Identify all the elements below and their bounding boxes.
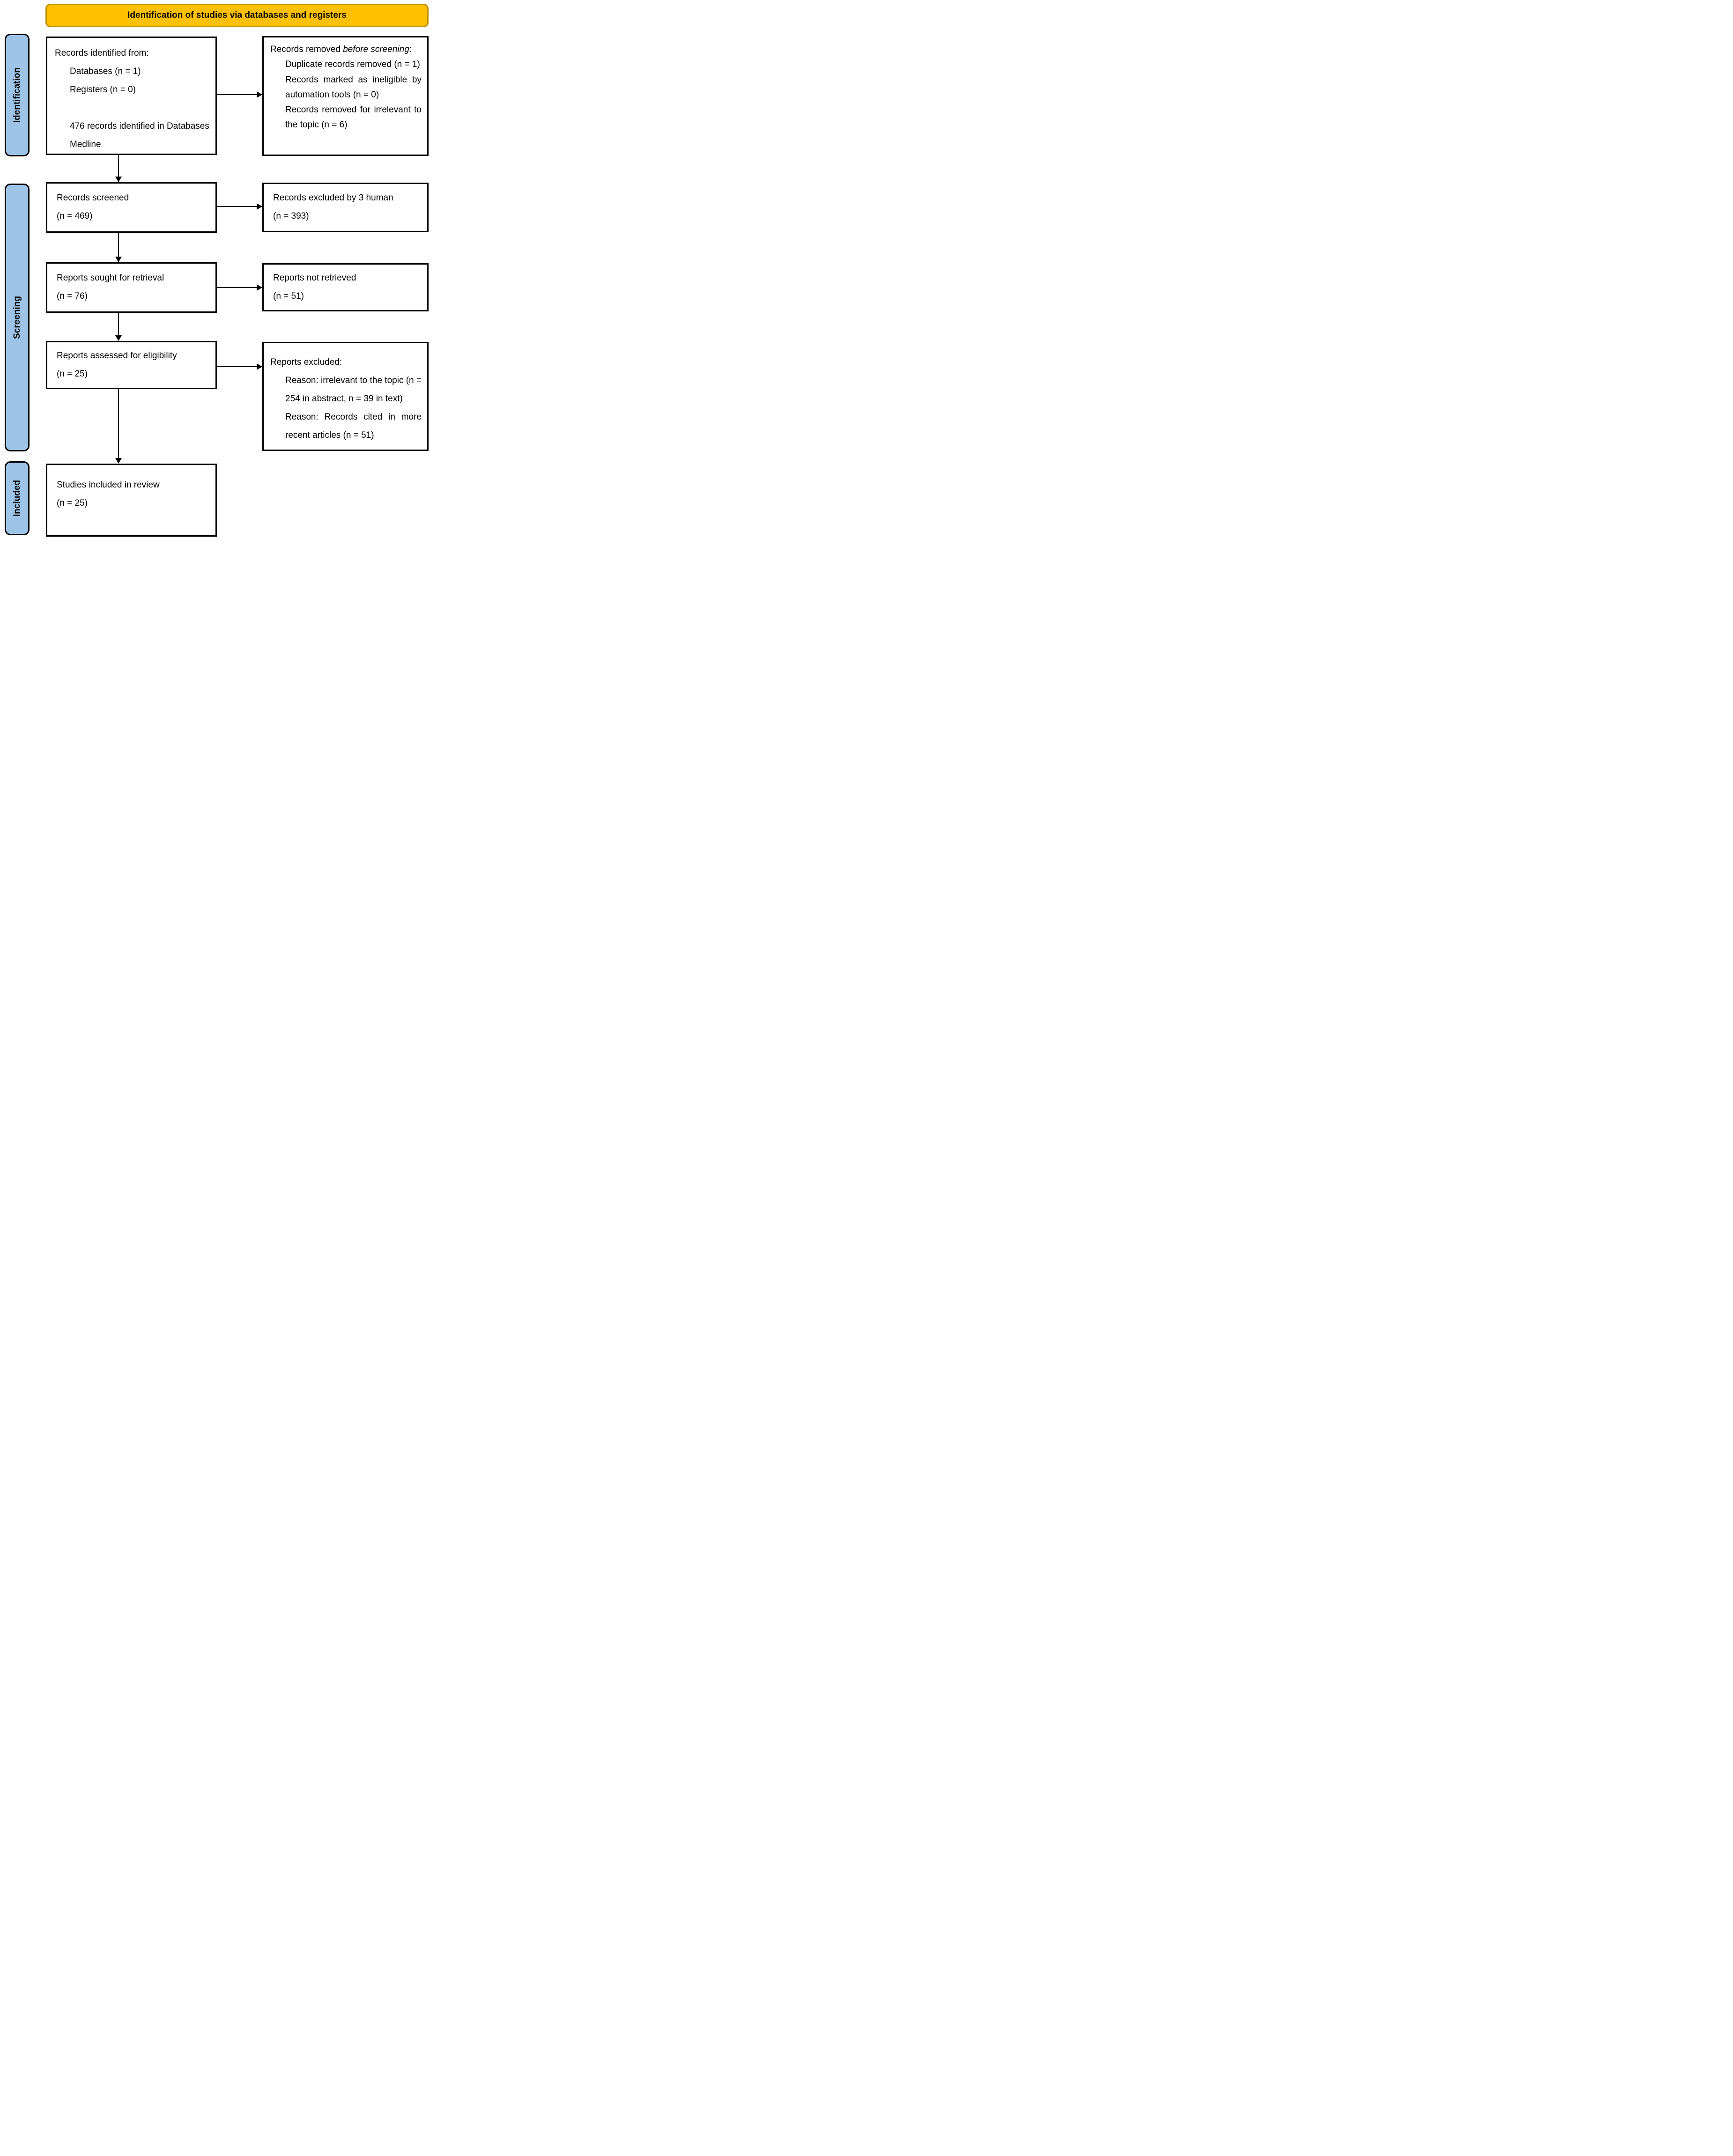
arrow-shaft [118,313,119,335]
prisma-flow-diagram [0,0,433,539]
arrow-shaft [118,389,119,458]
box-records-excluded [262,183,429,232]
arrowhead-right-icon [257,203,262,210]
box-reports-sought [46,262,217,313]
box-reports-excluded [262,342,429,451]
records-identified-databases: Databases (n = 1) [70,66,141,76]
arrow-shaft [217,94,257,95]
arrowhead-down-icon [115,335,122,341]
arrowhead-down-icon [115,257,122,262]
header-banner [45,4,429,27]
box-reports-assessed [46,341,217,389]
arrow-shaft [118,233,119,257]
studies-included-count: (n = 25) [57,498,88,508]
records-removed-duplicates: Duplicate records removed (n = 1) [285,59,420,70]
arrow-shaft [118,155,119,177]
records-removed-irrelevant: Records removed for irrelevant to the topic (n = 6) [285,105,422,130]
records-screened-count: (n = 469) [57,211,93,221]
arrow-identified-to-screened [115,155,122,182]
reports-excluded-reason-irrelevant: Reason: irrelevant to the topic (n = 254 in abstract, n = 39 in text) [285,375,422,404]
arrow-sought-to-not-retrieved [217,284,262,291]
stage-label-identification-text: Identification [12,67,22,123]
box-studies-included [46,464,217,537]
reports-assessed-title: Reports assessed for eligibility [57,350,177,361]
stage-label-screening-text: Screening [12,296,22,339]
arrow-shaft [217,206,257,207]
records-identified-registers: Registers (n = 0) [70,84,136,95]
blank-line [55,99,210,118]
box-records-identified [46,37,217,155]
arrowhead-down-icon [115,177,122,182]
arrow-shaft [217,366,257,367]
arrow-screened-to-sought [115,233,122,262]
banner-title: Identification of studies via databases and registers [127,10,347,20]
stage-label-included [5,461,30,535]
reports-excluded-title: Reports excluded: [270,357,342,367]
stage-label-screening [5,184,30,451]
reports-sought-count: (n = 76) [57,291,88,301]
studies-included-title: Studies included in review [57,480,160,490]
records-removed-ineligible: Records marked as ineligible by automation tools (n = 0) [285,74,422,100]
records-removed-title: Records removed before screening: [270,44,412,54]
records-identified-note: 476 records identified in Databases Medline [70,121,209,149]
box-records-screened [46,182,217,233]
arrow-sought-to-assessed [115,313,122,341]
records-excluded-count: (n = 393) [273,211,309,221]
arrowhead-right-icon [257,284,262,291]
reports-not-retrieved-title: Reports not retrieved [273,273,356,283]
arrow-assessed-to-included [115,389,122,464]
reports-not-retrieved-count: (n = 51) [273,291,304,301]
records-screened-title: Records screened [57,193,129,203]
stage-label-included-text: Included [12,480,22,517]
records-removed-title-emphasis: before screening [343,44,409,54]
stage-label-identification [5,34,30,156]
box-reports-not-retrieved [262,263,429,311]
records-identified-title: Records identified from: [55,48,149,58]
arrowhead-down-icon [115,458,122,464]
reports-sought-title: Reports sought for retrieval [57,273,164,283]
arrow-screened-to-excluded [217,203,262,210]
arrowhead-right-icon [257,91,262,98]
arrowhead-right-icon [257,363,262,370]
reports-excluded-reason-cited: Reason: Records cited in more recent articles (n = 51) [285,412,422,440]
arrow-identified-to-removed [217,91,262,98]
records-excluded-title: Records excluded by 3 human [273,193,393,203]
box-records-removed-before-screening [262,36,429,156]
reports-assessed-count: (n = 25) [57,369,88,379]
arrow-shaft [217,287,257,288]
arrow-assessed-to-reports-excluded [217,363,262,370]
